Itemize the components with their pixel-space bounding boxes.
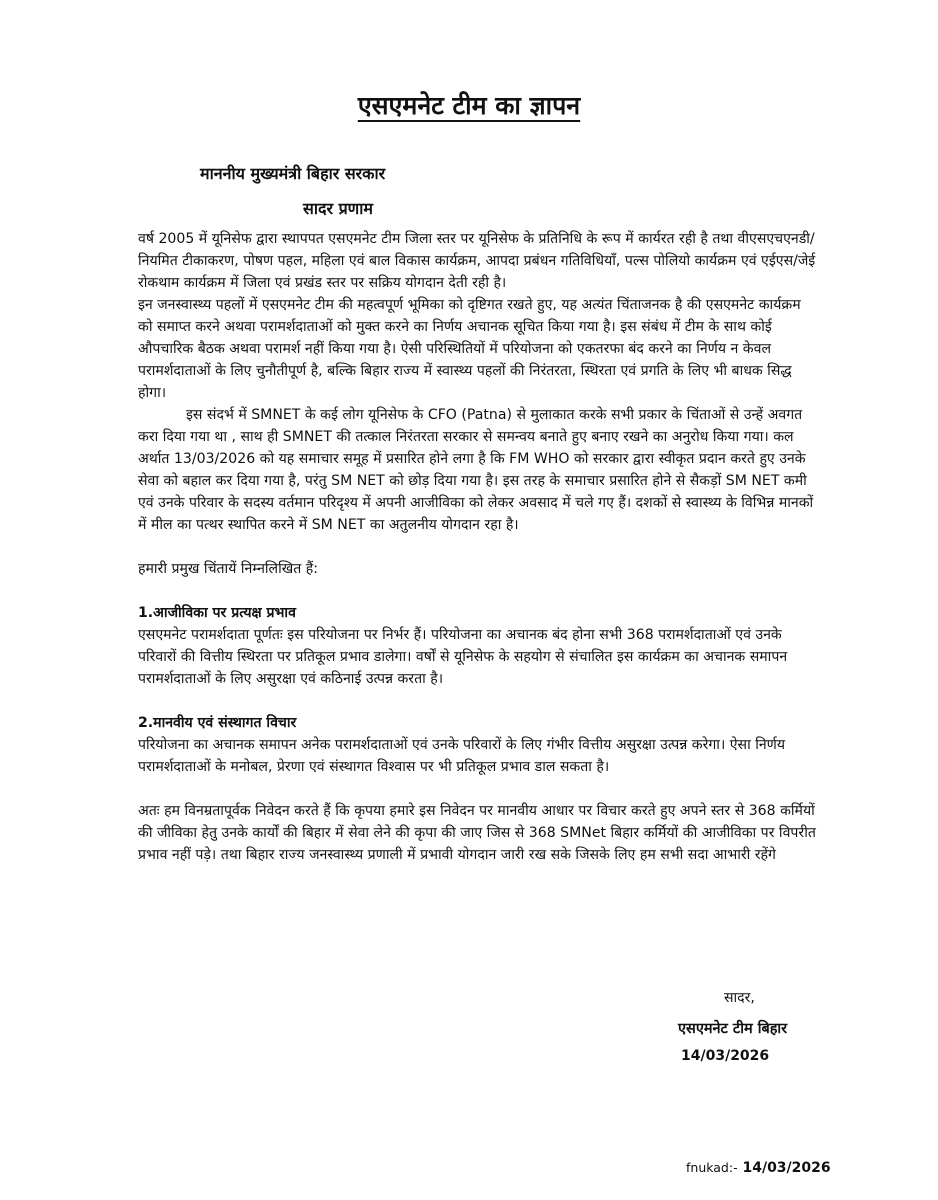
footer-date-value: 14/03/2026 (742, 1160, 831, 1176)
heading-humanitarian: 2.मानवीय एवं संस्थागत विचार (138, 715, 297, 731)
paragraph-request: अतः हम विनम्रतापूर्वक निवेदन करते हैं कि कृपया हमारे इस निवेदन पर मानवीय आधार पर विचार करते हुए अपने स्तर से 368 कर्मियों की जीविका हेतु उनके कार्यों की बिहार में सेवा लेने की कृपा की जाए जिस से 368 SMNet बिहार कर्मियों की आजीविका पर विपरीत प्रभाव नहीं पड़े। तथा बिहार राज्य जनस्वास्थ्य प्रणाली में प्रभावी योगदान जारी रख सके जिसके लिए हम सभी सदा आभारी रहेंगे (138, 803, 816, 863)
concerns-intro: हमारी प्रमुख चिंतायें निम्नलिखित हैं: (138, 561, 319, 577)
greeting: सादर प्रणाम (303, 199, 373, 218)
paragraph-intro: वर्ष 2005 में यूनिसेफ द्वारा स्थापपत एसएमनेट टीम जिला स्तर पर यूनिसेफ के प्रतिनिधि के रूप में कार्यरत रही है तथा वीएसएचएनडी/नियमित टीकाकरण, पोषण पहल, महिला एवं बाल विकास कार्यक्रम, आपदा प्रबंधन गतिविधियाँ, पल्स पोलियो कार्यक्रम एवं एईएस/जेई रोकथाम कार्यक्रम में जिला एवं प्रखंड स्तर पर सक्रिय योगदान देती रही है। (138, 231, 816, 291)
heading-livelihood: 1.आजीविका पर प्रत्यक्ष प्रभाव (138, 605, 296, 621)
footer-date (686, 1160, 831, 1176)
paragraph-concern: इन जनस्वास्थ्य पहलों में एसएमनेट टीम की महत्वपूर्ण भूमिका को दृष्टिगत रखते हुए, यह अत्यंत चिंताजनक है की एसएमनेट कार्यक्रम को समाप्त करने अथवा परामर्शदाताओं को मुक्त करने का निर्णय अचानक सूचित किया गया है। इस संबंध में टीम के साथ कोई औपचारिक बैठक अथवा परामर्श नहीं किया गया है। ऐसी परिस्थितियों में परियोजना को एकतरफा बंद करने का निर्णय न केवल परामर्शदाताओं के लिए चुनौतीपूर्ण है, बल्कि बिहार राज्य में स्वास्थ्य पहलों की निरंतरता, स्थिरता एवं प्रगति के लिए भी बाधक सिद्ध होगा। (138, 297, 801, 401)
signature-date: 14/03/2026 (681, 1048, 770, 1064)
paragraph-context: इस संदर्भ में SMNET के कई लोग यूनिसेफ के CFO (Patna) से मुलाकात करके सभी प्रकार के चिंताओं से उन्हें अवगत करा दिया गया था , साथ ही SMNET की तत्काल निरंतरता सरकार से समन्वय बनाते हुए बनाए रखने का अनुरोध किया गया। कल अर्थात 13/03/2026 को यह समाचार समूह में प्रसारित होने लगा है कि FM WHO को सरकार द्वारा स्वीकृत प्रदान करते हुए उनके सेवा को बहाल कर दिया गया है, परंतु SM NET को छोड़ दिया गया है। इस तरह के समाचार प्रसारित होने से सैकड़ों SM NET कमी एवं उनके परिवार के सदस्य वर्तमान परिदृश्य में अपनी आजीविका को लेकर अवसाद में चले गए हैं। दशकों से स्वास्थ्य के विभिन्न मानकों में मील का पत्थर स्थापित करने में SM NET का अतुलनीय योगदान रहा है। (138, 407, 814, 533)
addressee: माननीय मुख्यमंत्री बिहार सरकार (200, 164, 386, 183)
closing-salutation: सादर, (724, 990, 755, 1006)
paragraph-livelihood: एसएमनेट परामर्शदाता पूर्णतः इस परियोजना पर निर्भर हैं। परियोजना का अचानक बंद होना सभी 368 परामर्शदाताओं एवं उनके परिवारों की वित्तीय स्थिरता पर प्रतिकूल प्रभाव डालेगा। वर्षों से यूनिसेफ के सहयोग से संचालित इस कार्यक्रम का अचानक समापन परामर्शदाताओं के लिए असुरक्षा एवं कठिनाई उत्पन्न करता है। (138, 627, 788, 687)
signatory: एसएमनेट टीम बिहार (678, 1021, 788, 1037)
footer-label: fnukad:- (686, 1160, 738, 1175)
paragraph-humanitarian: परियोजना का अचानक समापन अनेक परामर्शदाताओं एवं उनके परिवारों के लिए गंभीर वित्तीय असुरक्षा उत्पन्न करेगा। ऐसा निर्णय परामर्शदाताओं के मनोबल, प्रेरणा एवं संस्थागत विश्वास पर भी प्रतिकूल प्रभाव डाल सकता है। (138, 737, 786, 775)
letter-body (138, 228, 818, 866)
document-title: एसएमनेट टीम का ज्ञापन (357, 91, 581, 120)
